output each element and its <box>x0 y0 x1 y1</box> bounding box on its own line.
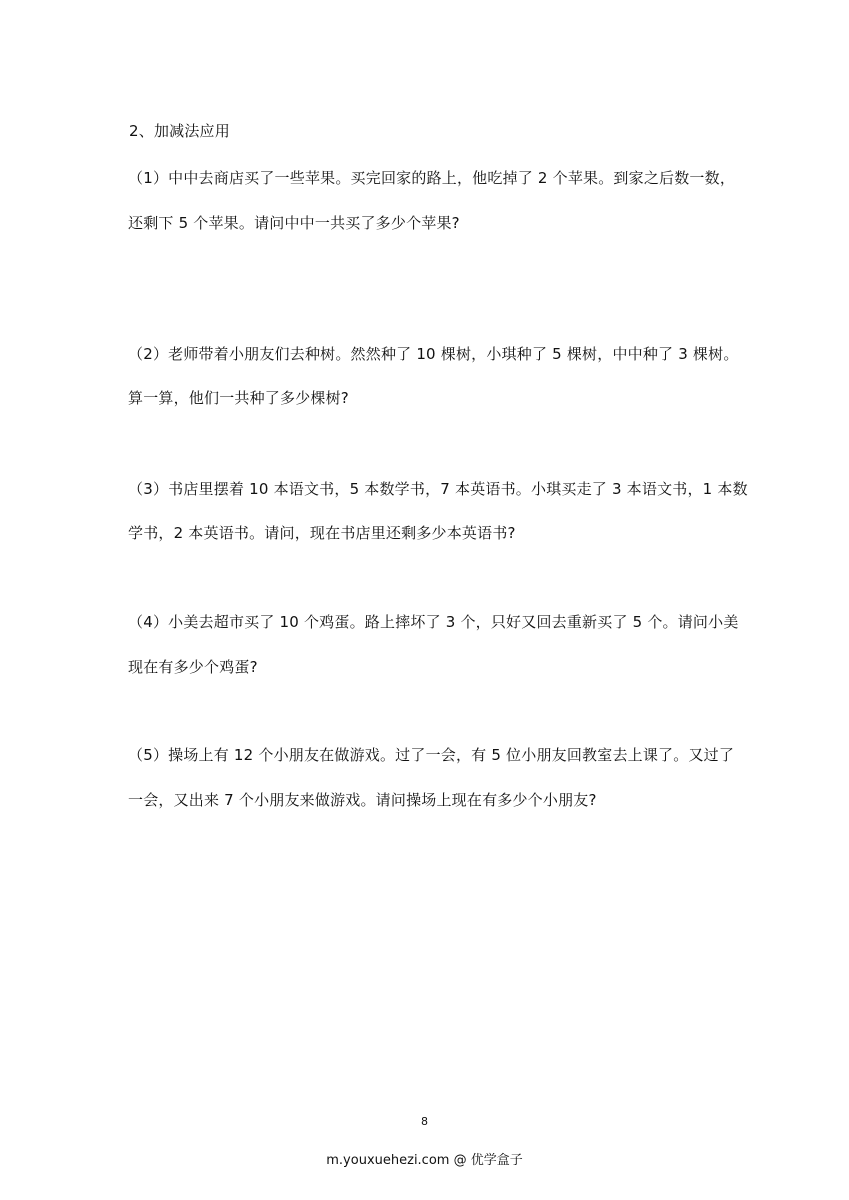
problem-1-line-1: （1）中中去商店买了一些苹果。买完回家的路上，他吃掉了 2 个苹果。到家之后数一数， <box>128 169 736 187</box>
problem-3-line-1: （3）书店里摆着 10 本语文书，5 本数学书，7 本英语书。小琪买走了 3 本语文书，1 本数 <box>128 480 748 498</box>
problem-2-line-1: （2）老师带着小朋友们去种树。然然种了 10 棵树，小琪种了 5 棵树，中中种了 3 棵树。 <box>128 345 739 363</box>
problem-4-line-2: 现在有多少个鸡蛋? <box>128 658 258 676</box>
problem-5-line-2: 一会，又出来 7 个小朋友来做游戏。请问操场上现在有多少个小朋友? <box>128 791 597 809</box>
problem-1-line-2: 还剩下 5 个苹果。请问中中一共买了多少个苹果? <box>128 214 460 232</box>
page-number: 8 <box>421 1115 428 1128</box>
footer-watermark: m.youxuehezi.com @ 优学盒子 <box>326 1153 523 1168</box>
problem-3-line-2: 学书，2 本英语书。请问，现在书店里还剩多少本英语书? <box>128 524 516 542</box>
problem-5-line-1: （5）操场上有 12 个小朋友在做游戏。过了一会，有 5 位小朋友回教室去上课了。又过了 <box>128 746 735 764</box>
problem-2-line-2: 算一算，他们一共种了多少棵树? <box>128 389 349 407</box>
section-title: 2、加减法应用 <box>129 122 230 140</box>
problem-4-line-1: （4）小美去超市买了 10 个鸡蛋。路上摔坏了 3 个，只好又回去重新买了 5 个。请问小美 <box>128 613 739 631</box>
